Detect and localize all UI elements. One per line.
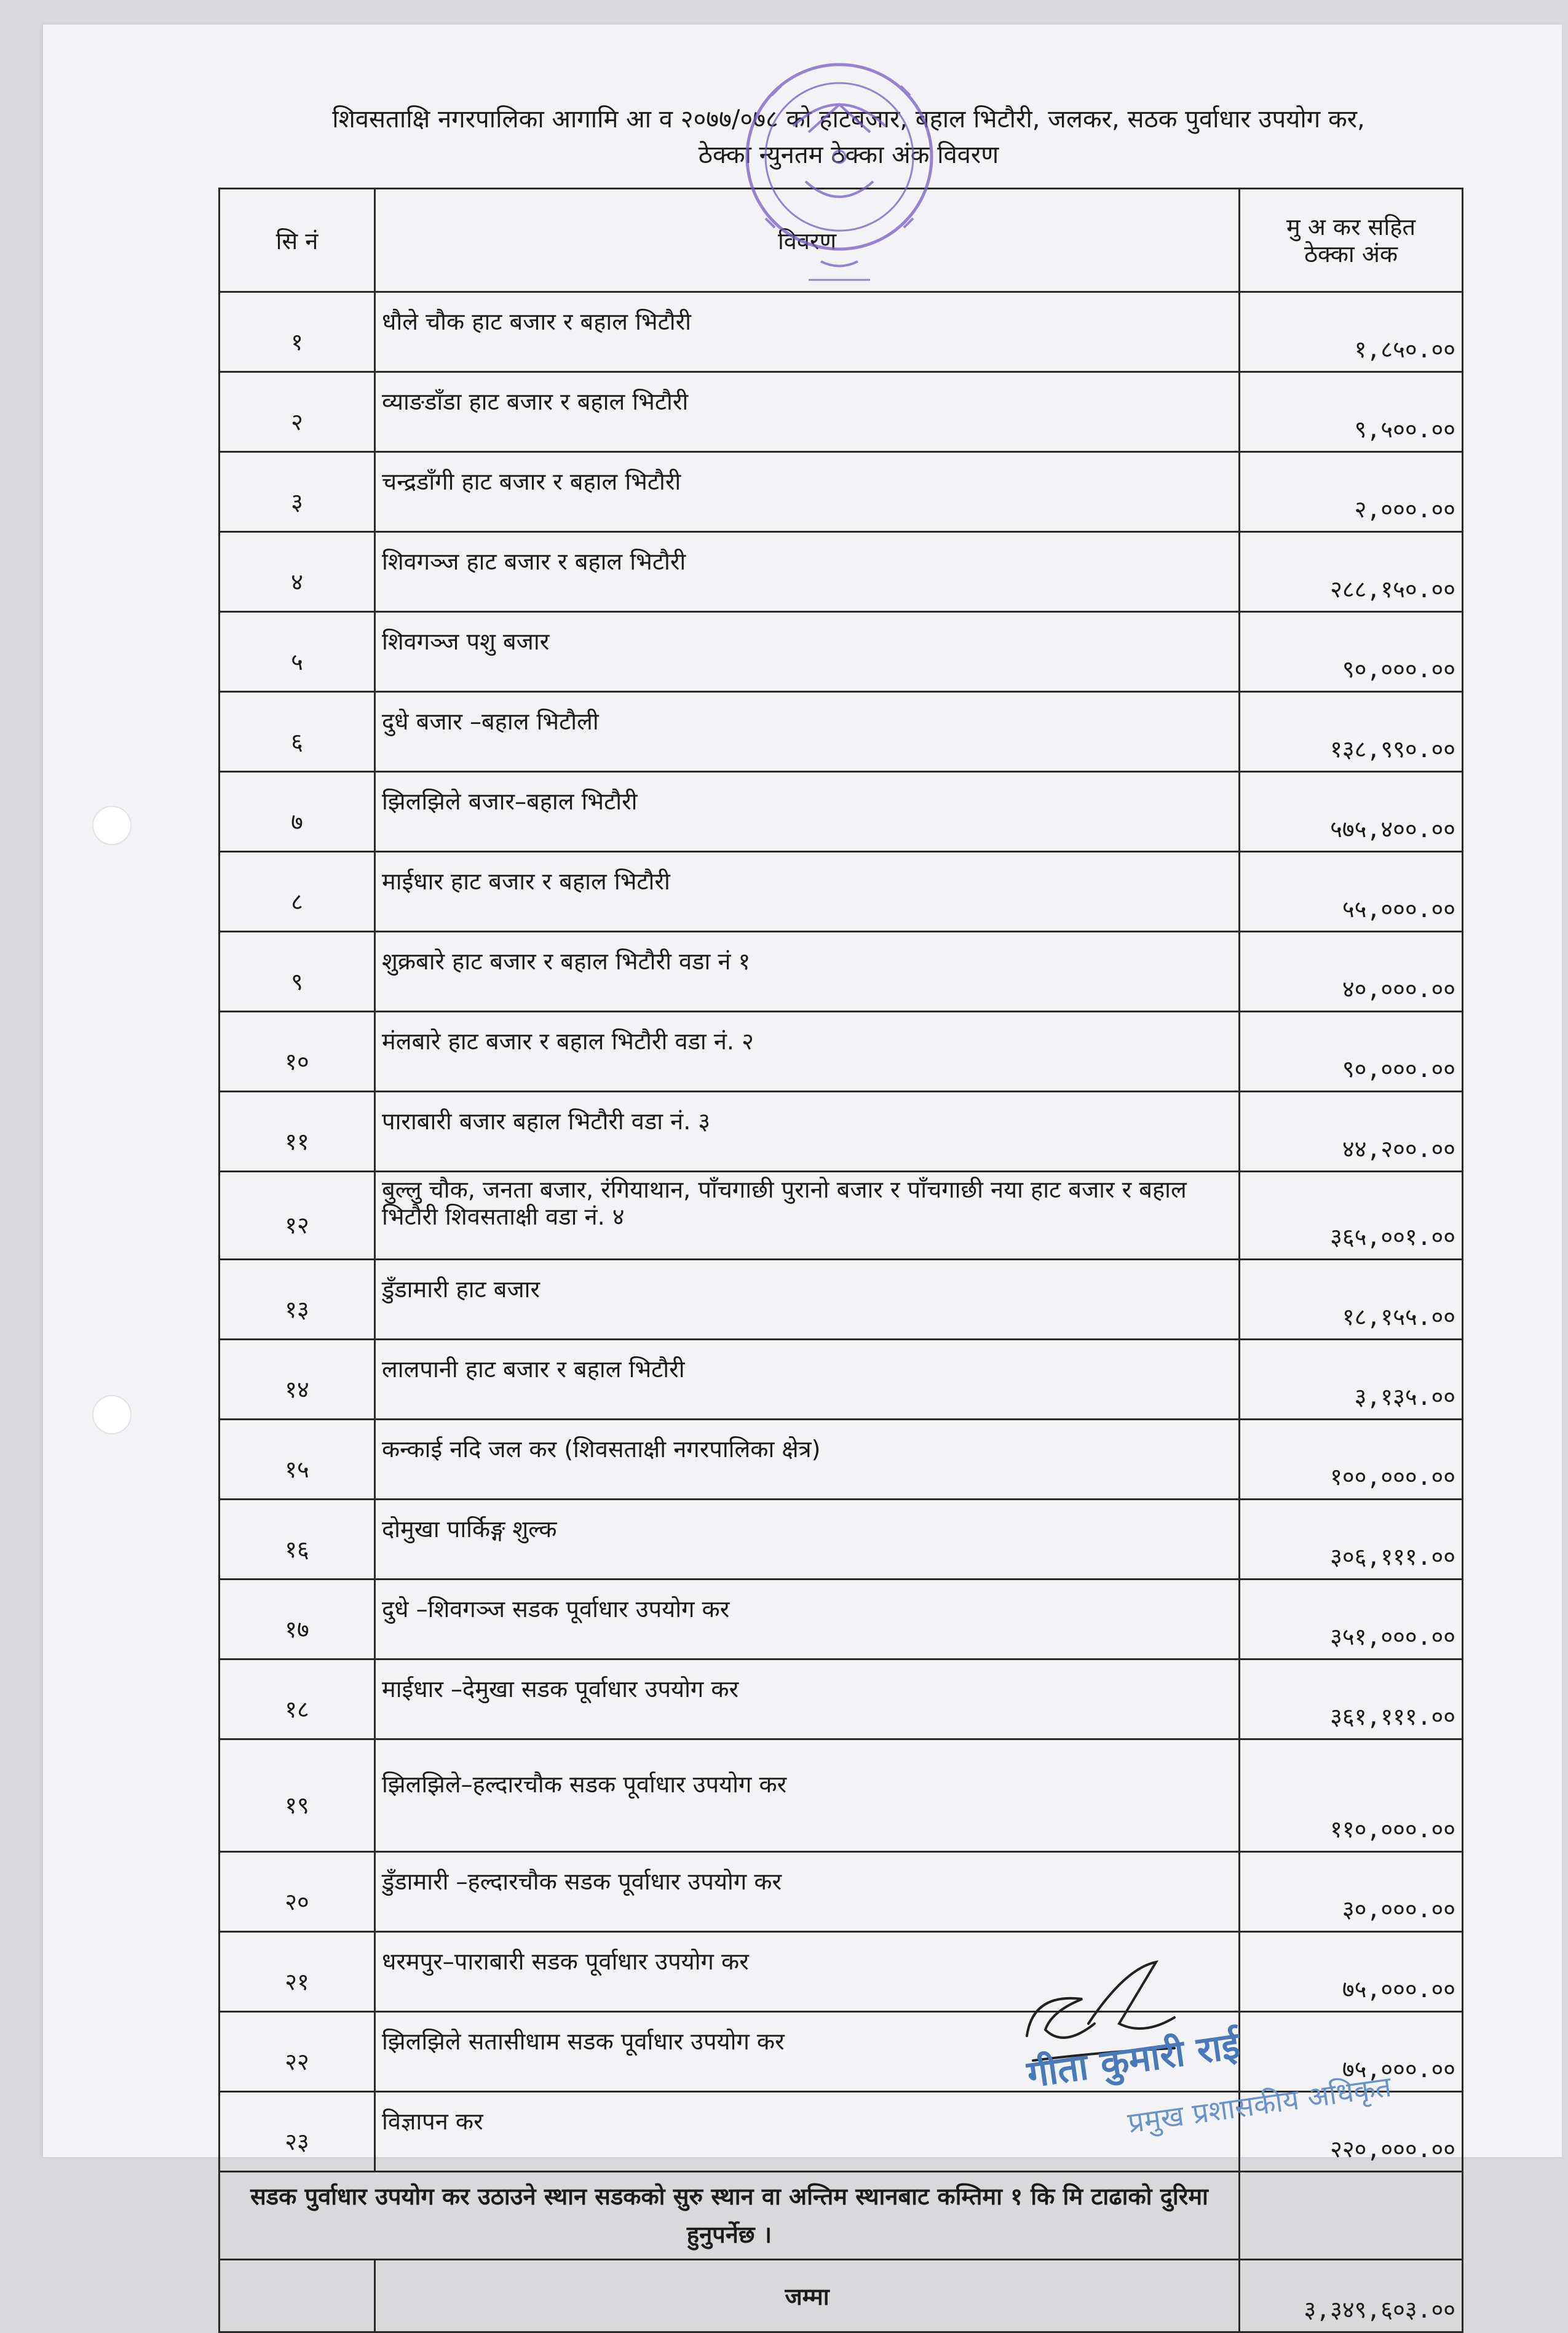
row-amount: ९,५००.०० bbox=[1240, 372, 1463, 452]
row-description: पाराबारी बजार बहाल भिटौरी वडा नं. ३ bbox=[375, 1092, 1240, 1172]
row-sn: ५ bbox=[220, 612, 375, 692]
table-row bbox=[220, 1739, 1463, 1852]
officer-name-stamp: गीता कुमारी राई bbox=[1024, 2024, 1243, 2097]
row-amount: १,८५०.०० bbox=[1240, 292, 1463, 372]
table-row bbox=[220, 772, 1463, 852]
table-row bbox=[220, 1420, 1463, 1500]
total-amount: ३,३४९,६०३.०० bbox=[1240, 2260, 1463, 2332]
row-description: चन्द्रडाँगी हाट बजार र बहाल भिटौरी bbox=[375, 452, 1240, 532]
punch-hole bbox=[92, 1395, 132, 1434]
table-row bbox=[220, 1092, 1463, 1172]
row-sn: ४ bbox=[220, 532, 375, 612]
table-row bbox=[220, 532, 1463, 612]
total-empty-cell bbox=[220, 2260, 375, 2332]
row-amount: ७५,०००.०० bbox=[1240, 2012, 1463, 2092]
note-text: सडक पुर्वाधार उपयोग कर उठाउने स्थान सडकको सुरु स्थान वा अन्तिम स्थानबाट कम्तिमा १ कि मि टाढाको दुरिमा हुनुपर्नेछ । bbox=[220, 2172, 1240, 2260]
title-line-2: ठेक्का न्युनतम ठेक्का अंक विवरण bbox=[698, 141, 999, 169]
row-sn: १५ bbox=[220, 1420, 375, 1500]
table-row bbox=[220, 612, 1463, 692]
row-sn: ११ bbox=[220, 1092, 375, 1172]
row-description: डुँडामारी हाट बजार bbox=[375, 1260, 1240, 1340]
row-description: शिवगञ्ज हाट बजार र बहाल भिटौरी bbox=[375, 532, 1240, 612]
row-sn: १७ bbox=[220, 1580, 375, 1659]
row-amount: ४४,२००.०० bbox=[1240, 1092, 1463, 1172]
row-description: शुक्रबारे हाट बजार र बहाल भिटौरी वडा नं १ bbox=[375, 932, 1240, 1012]
row-sn: २ bbox=[220, 372, 375, 452]
note-empty-cell bbox=[1240, 2172, 1463, 2260]
row-description: बुल्लु चौक, जनता बजार, रंगियाथान, पाँचगाछी पुरानो बजार र पाँचगाछी नया हाट बजार र बहाल भिटौरी शिवसताक्षी वडा नं. ४ bbox=[375, 1172, 1240, 1260]
table-row bbox=[220, 1580, 1463, 1659]
row-description: लालपानी हाट बजार र बहाल भिटौरी bbox=[375, 1340, 1240, 1420]
table-row bbox=[220, 372, 1463, 452]
row-amount: ३६१,१११.०० bbox=[1240, 1659, 1463, 1739]
row-amount: २२०,०००.०० bbox=[1240, 2092, 1463, 2172]
title-line-1: शिवसताक्षि नगरपालिका आगामि आ व २०७७/०७८ को हाटबजार, बहाल भिटौरी, जलकर, सठक पुर्वाधार उपयोग कर, bbox=[332, 105, 1365, 133]
row-description: दुधे बजार –बहाल भिटौली bbox=[375, 692, 1240, 772]
row-description: माईधार –देमुखा सडक पूर्वाधार उपयोग कर bbox=[375, 1659, 1240, 1739]
row-description: धरमपुर–पाराबारी सडक पूर्वाधार उपयोग कर bbox=[375, 1932, 1240, 2012]
header-amount bbox=[1240, 189, 1463, 292]
row-description: दोमुखा पार्किङ्ग शुल्क bbox=[375, 1500, 1240, 1580]
table-row bbox=[220, 1172, 1463, 1260]
header-amount-line1: मु अ कर सहित bbox=[1286, 213, 1416, 240]
row-amount: ३०६,१११.०० bbox=[1240, 1500, 1463, 1580]
row-description: माईधार हाट बजार र बहाल भिटौरी bbox=[375, 852, 1240, 932]
row-sn: ६ bbox=[220, 692, 375, 772]
row-sn: २३ bbox=[220, 2092, 375, 2172]
row-sn: १९ bbox=[220, 1739, 375, 1852]
table-row bbox=[220, 1340, 1463, 1420]
row-amount: ७५,०००.०० bbox=[1240, 1932, 1463, 2012]
table-row bbox=[220, 1012, 1463, 1092]
row-amount: २८८,१५०.०० bbox=[1240, 532, 1463, 612]
row-description: धौले चौक हाट बजार र बहाल भिटौरी bbox=[375, 292, 1240, 372]
table-row bbox=[220, 2012, 1463, 2092]
row-amount: ४०,०००.०० bbox=[1240, 932, 1463, 1012]
row-amount: ३६५,००१.०० bbox=[1240, 1172, 1463, 1260]
row-sn: १२ bbox=[220, 1172, 375, 1260]
row-amount: ५७५,४००.०० bbox=[1240, 772, 1463, 852]
row-amount: १००,०००.०० bbox=[1240, 1420, 1463, 1500]
table-row bbox=[220, 692, 1463, 772]
row-sn: ९ bbox=[220, 932, 375, 1012]
row-amount: ३५१,०००.०० bbox=[1240, 1580, 1463, 1659]
officer-designation-stamp: प्रमुख प्रशासकीय अधिकृत bbox=[1125, 2069, 1393, 2140]
row-description: मंलबारे हाट बजार र बहाल भिटौरी वडा नं. २ bbox=[375, 1012, 1240, 1092]
header-sn: सि नं bbox=[220, 189, 375, 292]
row-sn: ३ bbox=[220, 452, 375, 532]
row-sn: १८ bbox=[220, 1659, 375, 1739]
row-amount: १३८,९९०.०० bbox=[1240, 692, 1463, 772]
row-amount: २,०००.०० bbox=[1240, 452, 1463, 532]
row-description: व्याङडाँडा हाट बजार र बहाल भिटौरी bbox=[375, 372, 1240, 452]
table-row bbox=[220, 1260, 1463, 1340]
row-sn: ७ bbox=[220, 772, 375, 852]
municipal-seal-icon bbox=[735, 58, 944, 304]
row-description: कन्काई नदि जल कर (शिवसताक्षी नगरपालिका क्षेत्र) bbox=[375, 1420, 1240, 1500]
table-row bbox=[220, 932, 1463, 1012]
row-amount: ११०,०००.०० bbox=[1240, 1739, 1463, 1852]
row-sn: २० bbox=[220, 1852, 375, 1932]
table-row bbox=[220, 1852, 1463, 1932]
row-sn: १३ bbox=[220, 1260, 375, 1340]
row-amount: ५५,०००.०० bbox=[1240, 852, 1463, 932]
table-row bbox=[220, 452, 1463, 532]
row-amount: ३,१३५.०० bbox=[1240, 1340, 1463, 1420]
row-description: विज्ञापन कर bbox=[375, 2092, 1240, 2172]
table-row bbox=[220, 1659, 1463, 1739]
row-description: झिलझिले सतासीधाम सडक पूर्वाधार उपयोग कर bbox=[375, 2012, 1240, 2092]
row-amount: ९०,०००.०० bbox=[1240, 612, 1463, 692]
table-row bbox=[220, 1932, 1463, 2012]
row-amount: १८,१५५.०० bbox=[1240, 1260, 1463, 1340]
row-sn: १० bbox=[220, 1012, 375, 1092]
row-sn: १ bbox=[220, 292, 375, 372]
row-description: दुधे –शिवगञ्ज सडक पूर्वाधार उपयोग कर bbox=[375, 1580, 1240, 1659]
row-sn: १६ bbox=[220, 1500, 375, 1580]
row-amount: ३०,०००.०० bbox=[1240, 1852, 1463, 1932]
row-description: झिलझिले–हल्दारचौक सडक पूर्वाधार उपयोग कर bbox=[375, 1739, 1240, 1852]
note-row bbox=[220, 2172, 1463, 2260]
row-description: झिलझिले बजार–बहाल भिटौरी bbox=[375, 772, 1240, 852]
table-row bbox=[220, 1500, 1463, 1580]
header-description: विवरण bbox=[375, 189, 1240, 292]
total-label: जम्मा bbox=[375, 2260, 1240, 2332]
header-amount-line2: ठेक्का अंक bbox=[1304, 240, 1398, 268]
row-sn: २२ bbox=[220, 2012, 375, 2092]
punch-hole bbox=[92, 806, 132, 845]
table-row bbox=[220, 852, 1463, 932]
contract-table bbox=[218, 188, 1463, 2333]
row-amount: ९०,०००.०० bbox=[1240, 1012, 1463, 1092]
row-description: डुँडामारी –हल्दारचौक सडक पूर्वाधार उपयोग कर bbox=[375, 1852, 1240, 1932]
row-description: शिवगञ्ज पशु बजार bbox=[375, 612, 1240, 692]
total-row bbox=[220, 2260, 1463, 2332]
row-sn: १४ bbox=[220, 1340, 375, 1420]
row-sn: ८ bbox=[220, 852, 375, 932]
row-sn: २१ bbox=[220, 1932, 375, 2012]
